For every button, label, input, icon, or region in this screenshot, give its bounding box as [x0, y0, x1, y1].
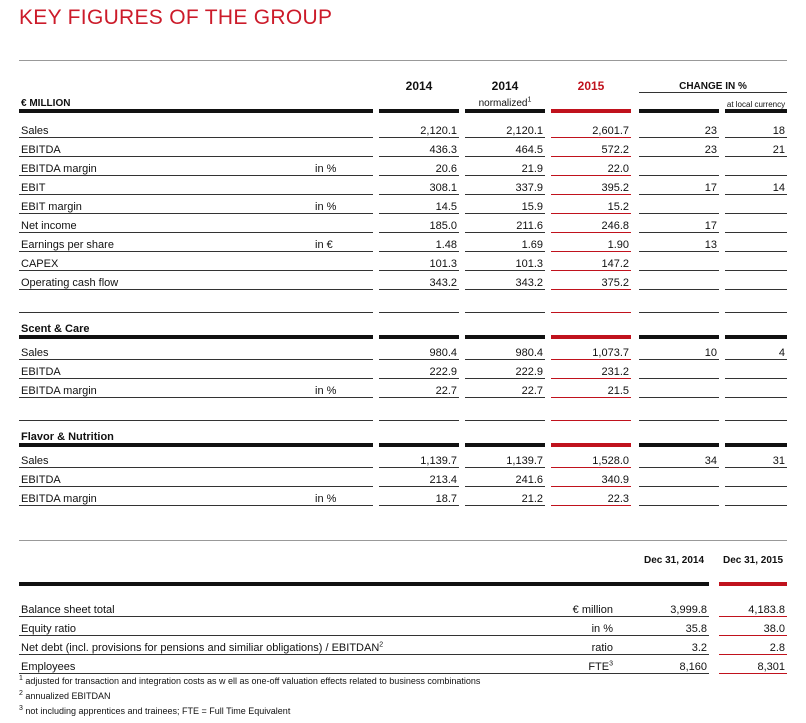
- local-currency-value: [725, 271, 787, 290]
- value-2015: 572.2: [551, 138, 631, 157]
- value-2014: 2,120.1: [379, 119, 459, 138]
- value-2014-normalized: 21.2: [465, 487, 545, 506]
- balance-unit: € million: [539, 598, 613, 617]
- value-dec-2014: 3,999.8: [639, 598, 709, 617]
- row-unit: [315, 252, 373, 271]
- section-title: Scent & Care: [19, 317, 315, 337]
- row-unit: [315, 341, 373, 360]
- row-unit: [315, 360, 373, 379]
- row-unit: [315, 214, 373, 233]
- row-label: EBITDA margin: [19, 157, 315, 176]
- local-currency-value: [725, 214, 787, 233]
- change-value: 13: [639, 233, 719, 252]
- row-label: Sales: [19, 119, 315, 138]
- section-title: Flavor & Nutrition: [19, 425, 315, 445]
- value-2014-normalized: 101.3: [465, 252, 545, 271]
- table-row: [19, 468, 787, 487]
- local-currency-value: 31: [725, 449, 787, 468]
- value-2015: 21.5: [551, 379, 631, 398]
- value-2014: 980.4: [379, 341, 459, 360]
- value-2014: 18.7: [379, 487, 459, 506]
- row-label: EBITDA: [19, 138, 315, 157]
- local-currency-value: [725, 360, 787, 379]
- key-figures-table: [19, 76, 787, 506]
- row-label: EBITDA: [19, 360, 315, 379]
- value-dec-2015: 2.8: [719, 636, 787, 655]
- table-row: [19, 233, 787, 252]
- table-row: [19, 157, 787, 176]
- value-2014: 436.3: [379, 138, 459, 157]
- header-row-years: [19, 76, 787, 93]
- value-2014: 308.1: [379, 176, 459, 195]
- normalized-label: normalized$^1$: [465, 93, 545, 112]
- balance-row: [19, 617, 787, 636]
- value-2014-normalized: 15.9: [465, 195, 545, 214]
- table-row: [19, 487, 787, 506]
- value-2015: 246.8: [551, 214, 631, 233]
- top-divider: [19, 60, 787, 61]
- value-2014: 20.6: [379, 157, 459, 176]
- balance-divider: [19, 540, 787, 541]
- table-row: [19, 252, 787, 271]
- change-value: 17: [639, 176, 719, 195]
- col-2014-normalized-header: 2014: [491, 78, 519, 93]
- value-2015: 375.2: [551, 271, 631, 290]
- balance-unit: in %: [539, 617, 613, 636]
- value-2015: 340.9: [551, 468, 631, 487]
- value-2014: 1,139.7: [379, 449, 459, 468]
- value-2014: 22.7: [379, 379, 459, 398]
- value-2014: 213.4: [379, 468, 459, 487]
- row-label: EBITDA: [19, 468, 315, 487]
- table-row: [19, 271, 787, 290]
- value-dec-2015: 38.0: [719, 617, 787, 636]
- col-dec-2014-header: Dec 31, 2014: [643, 555, 705, 566]
- change-value: [639, 360, 719, 379]
- balance-table: [19, 550, 787, 674]
- row-label: CAPEX: [19, 252, 315, 271]
- row-label: Earnings per share: [19, 233, 315, 252]
- value-2014-normalized: 222.9: [465, 360, 545, 379]
- footnote: $^3$ not including apprentices and trainees; FTE = Full Time Equivalent: [19, 705, 291, 716]
- value-2014-normalized: 211.6: [465, 214, 545, 233]
- balance-label: Employees: [19, 655, 539, 674]
- value-2015: 22.3: [551, 487, 631, 506]
- footnote: $^1$ adjusted for transaction and integration costs as w ell as one-off valuation effects related to business combinations: [19, 675, 481, 686]
- change-value: 34: [639, 449, 719, 468]
- row-unit: in %: [315, 195, 373, 214]
- header-row-sub: [19, 93, 787, 112]
- row-unit: in %: [315, 487, 373, 506]
- row-label: EBIT: [19, 176, 315, 195]
- row-label: Operating cash flow: [19, 271, 315, 290]
- table-row: [19, 176, 787, 195]
- table-row: [19, 138, 787, 157]
- value-2014-normalized: 464.5: [465, 138, 545, 157]
- value-2015: 231.2: [551, 360, 631, 379]
- col-2015-header: 2015: [577, 78, 605, 93]
- value-2014-normalized: 980.4: [465, 341, 545, 360]
- value-2014-normalized: 337.9: [465, 176, 545, 195]
- value-2015: 1.90: [551, 233, 631, 252]
- value-dec-2014: 8,160: [639, 655, 709, 674]
- value-dec-2014: 3.2: [639, 636, 709, 655]
- change-value: [639, 157, 719, 176]
- row-unit: in %: [315, 157, 373, 176]
- change-value: 17: [639, 214, 719, 233]
- local-currency-value: [725, 379, 787, 398]
- table-row: [19, 360, 787, 379]
- local-currency-value: [725, 468, 787, 487]
- balance-label: Balance sheet total: [19, 598, 539, 617]
- col-2014-header: 2014: [405, 78, 433, 93]
- value-2015: 15.2: [551, 195, 631, 214]
- section-header: [19, 425, 787, 445]
- balance-row: [19, 655, 787, 674]
- row-label: Sales: [19, 341, 315, 360]
- value-2015: 1,073.7: [551, 341, 631, 360]
- local-currency-value: 4: [725, 341, 787, 360]
- section-header: [19, 317, 787, 337]
- change-value: [639, 468, 719, 487]
- local-currency-value: [725, 233, 787, 252]
- row-unit: in €: [315, 233, 373, 252]
- change-header: CHANGE IN %: [639, 76, 787, 93]
- page-title: KEY FIGURES OF THE GROUP: [19, 6, 333, 29]
- balance-label: Net debt (incl. provisions for pensions and similiar obligations) / EBITDAN$^2$: [19, 636, 539, 655]
- local-currency-value: [725, 487, 787, 506]
- local-currency-value: [725, 195, 787, 214]
- balance-unit: FTE$^3$: [539, 655, 613, 674]
- value-dec-2015: 4,183.8: [719, 598, 787, 617]
- value-2014-normalized: 21.9: [465, 157, 545, 176]
- balance-label: Equity ratio: [19, 617, 539, 636]
- row-label: Sales: [19, 449, 315, 468]
- value-2015: 395.2: [551, 176, 631, 195]
- change-value: [639, 379, 719, 398]
- row-label: EBIT margin: [19, 195, 315, 214]
- table-row: [19, 195, 787, 214]
- change-value: [639, 195, 719, 214]
- table-row: [19, 449, 787, 468]
- value-2015: 147.2: [551, 252, 631, 271]
- row-label: EBITDA margin: [19, 487, 315, 506]
- value-dec-2014: 35.8: [639, 617, 709, 636]
- value-2014-normalized: 1.69: [465, 233, 545, 252]
- local-currency-value: 14: [725, 176, 787, 195]
- change-value: [639, 252, 719, 271]
- balance-unit: ratio: [539, 636, 613, 655]
- balance-row: [19, 636, 787, 655]
- local-currency-value: 21: [725, 138, 787, 157]
- row-unit: [315, 138, 373, 157]
- row-label: Net income: [19, 214, 315, 233]
- table-row: [19, 379, 787, 398]
- value-2014: 222.9: [379, 360, 459, 379]
- value-2014: 1.48: [379, 233, 459, 252]
- row-label: EBITDA margin: [19, 379, 315, 398]
- footnote: $^2$ annualized EBITDAN: [19, 690, 111, 701]
- local-currency-value: [725, 252, 787, 271]
- change-value: [639, 487, 719, 506]
- value-2014-normalized: 22.7: [465, 379, 545, 398]
- value-dec-2015: 8,301: [719, 655, 787, 674]
- change-value: 23: [639, 138, 719, 157]
- table-row: [19, 214, 787, 233]
- row-unit: in %: [315, 379, 373, 398]
- value-2014-normalized: 343.2: [465, 271, 545, 290]
- local-currency-value: 18: [725, 119, 787, 138]
- row-unit: [315, 271, 373, 290]
- value-2014-normalized: 2,120.1: [465, 119, 545, 138]
- value-2014: 185.0: [379, 214, 459, 233]
- table-row: [19, 119, 787, 138]
- row-unit: [315, 176, 373, 195]
- value-2015: 22.0: [551, 157, 631, 176]
- table-row: [19, 341, 787, 360]
- value-2015: 1,528.0: [551, 449, 631, 468]
- change-value: 10: [639, 341, 719, 360]
- value-2014-normalized: 241.6: [465, 468, 545, 487]
- value-2015: 2,601.7: [551, 119, 631, 138]
- change-value: [639, 271, 719, 290]
- value-2014: 14.5: [379, 195, 459, 214]
- balance-row: [19, 598, 787, 617]
- value-2014: 343.2: [379, 271, 459, 290]
- local-currency-header: at local currency: [725, 93, 787, 112]
- row-unit: [315, 468, 373, 487]
- local-currency-value: [725, 157, 787, 176]
- change-value: 23: [639, 119, 719, 138]
- value-2014: 101.3: [379, 252, 459, 271]
- unit-header: € MILLION: [19, 93, 315, 112]
- row-unit: [315, 449, 373, 468]
- value-2014-normalized: 1,139.7: [465, 449, 545, 468]
- row-unit: [315, 119, 373, 138]
- col-dec-2015-header: Dec 31, 2015: [722, 555, 784, 566]
